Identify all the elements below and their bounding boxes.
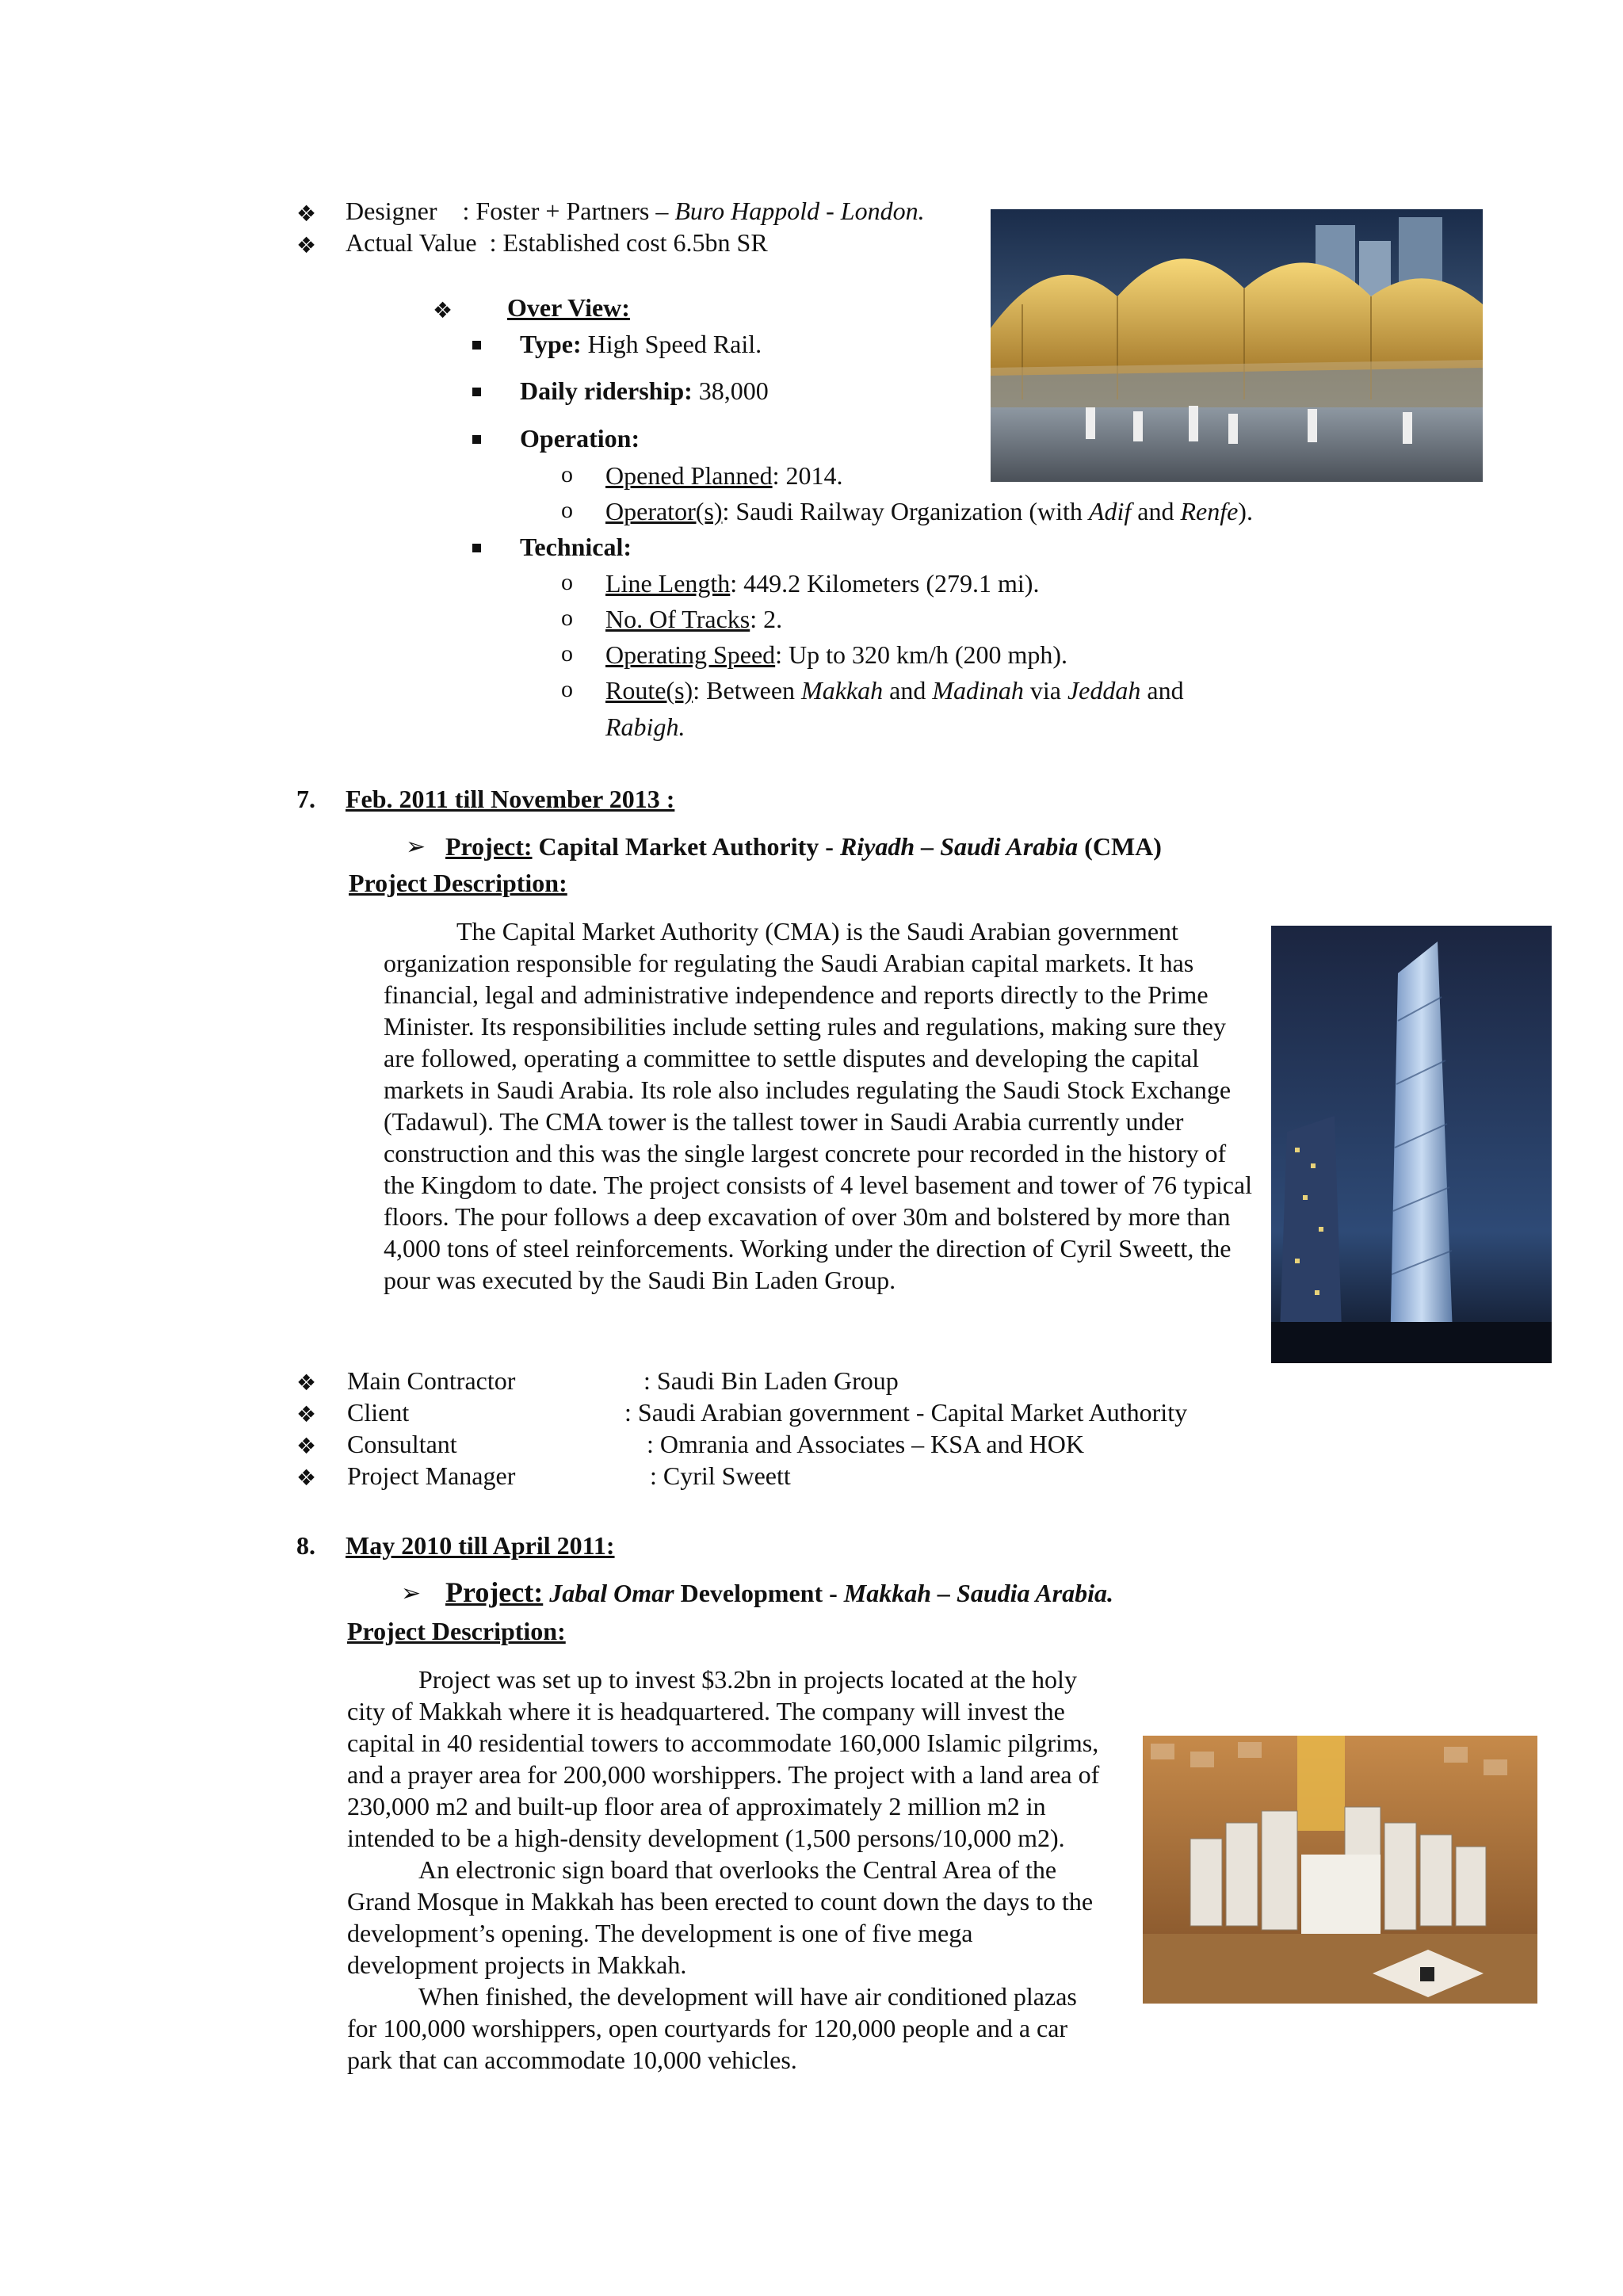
circle-bullet-icon: o [561,497,573,523]
circle-bullet-icon: o [561,640,573,667]
detail-value: : Saudi Arabian government - Capital Market Authority [624,1398,1188,1427]
ridership-value: 38,000 [698,376,769,405]
circle-bullet-icon: o [561,569,573,595]
type-label: Type: [520,330,582,358]
actual-value-label: Actual Value [346,228,477,257]
opened-line [605,461,843,491]
operator-label: Operator(s) [605,497,723,525]
square-bullet-icon [472,341,481,350]
project-italic: Jabal Omar [549,1579,674,1607]
circle-bullet-icon: o [561,676,573,702]
project-label: Project: [445,832,533,861]
operator-and: and [1137,497,1174,525]
detail-label: Project Manager [347,1461,516,1490]
detail-value: : Cyril Sweett [650,1461,791,1490]
route-madinah: Madinah [932,676,1024,705]
diamond-bullet-icon: ❖ [296,1433,317,1459]
route-label: Route(s) [605,676,693,705]
project-title-line [445,1576,1113,1609]
speed-label: Operating Speed [605,640,776,669]
section-number: 8. [296,1531,315,1560]
tracks-value: : 2. [750,605,783,633]
designer-dash: - [826,197,834,225]
detail-value: : Saudi Bin Laden Group [643,1366,899,1395]
overview-heading: Over View: [507,293,630,322]
jabal-omar-para-1: Project was set up to invest $3.2bn in projects located at the holy city of Makkah where it is headquartered. The company will invest the capital in 40 residential towers to accommodate 160,000 Islamic pilgrims, and a prayer area for 200,000 worshippers. The project with a land area of 230,000 m2 and built-up floor area of approximately 2 million m2 in intended to be a high-density development (1,500 persons/10,000 m2). [347,1665,1100,1852]
route-makkah: Makkah [801,676,884,705]
designer-value: : Foster + Partners – [462,197,669,225]
opened-value: : 2014. [772,461,843,490]
project-name: Development - [680,1579,838,1607]
jabal-omar-para-2: An electronic sign board that overlooks the Central Area of the Grand Mosque in Makkah has been erected to count down the days to the development’s opening. The development is one of five mega development projects in Makkah. [347,1855,1094,1979]
cma-description-text: The Capital Market Authority (CMA) is the Saudi Arabian government organization responsible for regulating the Saudi Arabian capital markets. It has financial, legal and administrative independence and reports directly to the Prime Minister. Its responsibilities include setting rules and regulations, making sure they are followed, operating a committee to settle disputes and developing the capital markets in Saudi Arabia. Its role also includes regulating the Saudi Stock Exchange (Tadawul). The CMA tower is the tallest tower in Saudi Arabia currently under construction and this was the single largest concrete pour recorded in the history of the Kingdom to date. The project consists of 4 level basement and tower of 76 typical floors. The pour follows a deep excavation of over 30m and bolstered by more than 4,000 tons of steel reinforcements. Working under the direction of Cyril Sweett, the pour was executed by the Saudi Bin Laden Group. [384,917,1253,1294]
operator-line [605,497,1253,526]
diamond-bullet-icon: ❖ [296,201,317,227]
detail-label: Consultant [347,1430,457,1458]
diamond-bullet-icon: ❖ [433,297,453,323]
speed-value: : Up to 320 km/h (200 mph). [775,640,1068,669]
project-label: Project: [445,1576,544,1608]
actual-value-line [346,228,768,258]
section-number: 7. [296,785,315,813]
speed-line [605,640,1067,670]
project-abbr: (CMA) [1084,832,1162,861]
route-jeddah: Jeddah [1067,676,1141,705]
detail-label: Main Contractor [347,1366,516,1395]
opened-label: Opened Planned [605,461,773,490]
square-bullet-icon [472,544,481,552]
route-value: : Between [693,676,796,705]
line-length-label: Line Length [605,569,731,598]
jabal-omar-model-image [1143,1736,1537,2004]
route-and: and [889,676,926,705]
tracks-line [605,605,782,634]
diamond-bullet-icon: ❖ [296,232,317,258]
technical-label: Technical: [520,533,632,561]
project-name: Capital Market Authority - [538,832,834,861]
project-city: Riyadh – Saudi Arabia [839,832,1079,861]
line-length-line [605,569,1039,598]
detail-label: Client [347,1398,410,1427]
haramain-station-image [991,209,1483,482]
diamond-bullet-icon: ❖ [296,1370,317,1396]
arrow-bullet-icon: ➢ [401,1580,422,1607]
actual-value-text: : Established cost 6.5bn SR [489,228,768,257]
circle-bullet-icon: o [561,461,573,487]
operator-adif: Adif [1088,497,1132,525]
square-bullet-icon [472,435,481,444]
jabal-omar-description [347,1664,1100,2076]
route-via: via [1029,676,1061,705]
cma-tower-image [1271,926,1552,1363]
designer-city: London. [840,197,925,225]
route-and: and [1147,676,1184,705]
square-bullet-icon [472,388,481,396]
project-description-heading: Project Description: [349,869,567,897]
operator-renfe: Renfe [1180,497,1239,525]
operator-value: : Saudi Railway Organization (with [722,497,1083,525]
designer-label: Designer [346,197,437,225]
arrow-bullet-icon: ➢ [406,833,426,861]
circle-bullet-icon: o [561,605,573,631]
line-length-value: : 449.2 Kilometers (279.1 mi). [730,569,1040,598]
tracks-label: No. Of Tracks [605,605,750,633]
section-heading: May 2010 till April 2011: [346,1531,615,1560]
designer-line [346,197,925,226]
project-description-heading: Project Description: [347,1617,566,1645]
project-city: Makkah – Saudia Arabia. [843,1579,1113,1607]
type-line [520,330,762,359]
cma-description [384,915,1260,1296]
section-heading: Feb. 2011 till November 2013 : [346,785,675,813]
diamond-bullet-icon: ❖ [296,1465,317,1491]
route-line [605,676,1184,705]
ridership-label: Daily ridership: [520,376,693,405]
diamond-bullet-icon: ❖ [296,1401,317,1427]
designer-firm: Buro Happold [674,197,820,225]
detail-value: : Omrania and Associates – KSA and HOK [647,1430,1084,1458]
route-rabigh: Rabigh. [605,712,685,741]
operator-end: ). [1238,497,1253,525]
type-value: High Speed Rail. [587,330,762,358]
operation-label: Operation: [520,424,640,453]
project-title-line [445,832,1162,861]
jabal-omar-para-3: When finished, the development will have air conditioned plazas for 100,000 worshippers, open courtyards for 120,000 people and a car park that can accommodate 10,000 vehicles. [347,1982,1077,2074]
ridership-line [520,376,769,406]
